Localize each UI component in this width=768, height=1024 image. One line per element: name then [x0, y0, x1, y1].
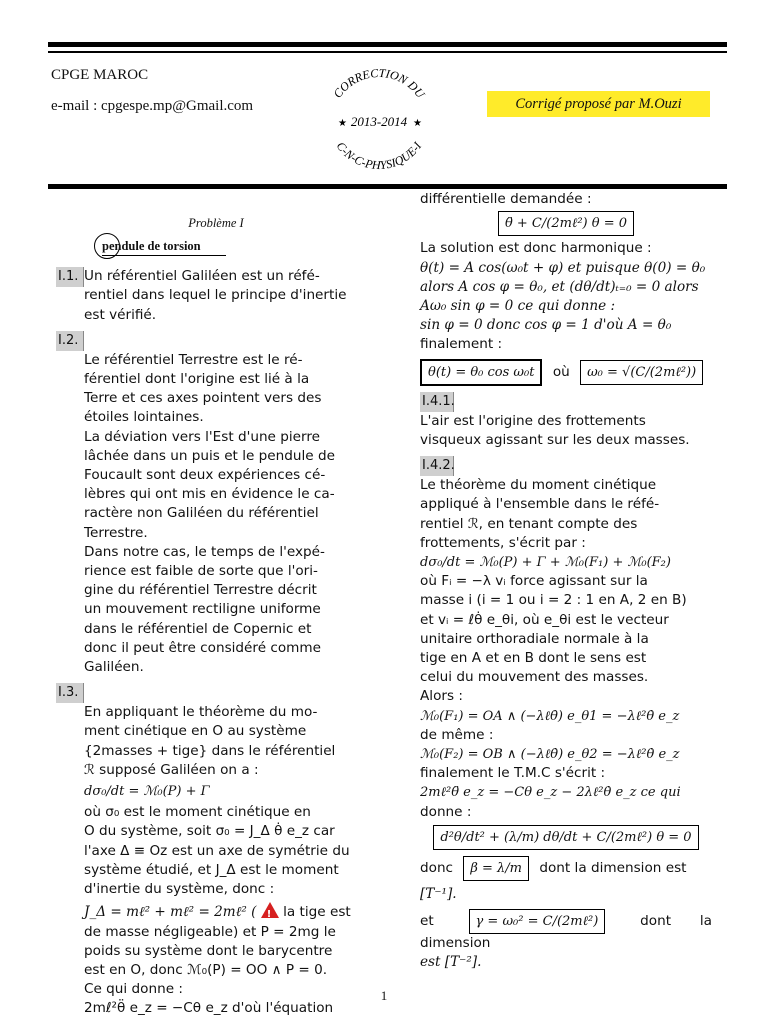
header-rule-top — [48, 42, 727, 47]
text-line: Terrestre. — [84, 524, 148, 541]
text-line: La solution est donc harmonique : — [420, 240, 652, 257]
text-line: Foucault sont deux expériences cé- — [84, 467, 326, 484]
text-where: où — [552, 363, 570, 380]
text-line: Dans notre cas, le temps de l'expé- — [84, 543, 325, 560]
page-number: 1 — [380, 988, 388, 1003]
text-line: dans le référentiel de Copernic et — [84, 620, 312, 637]
section-I-1 — [56, 267, 376, 325]
section-number: I.4.2. — [420, 456, 454, 476]
problem-subtitle — [98, 235, 376, 261]
text-line: système étudié, et J_Δ est le moment — [84, 861, 339, 878]
text-donc: donc — [420, 860, 454, 877]
text-et: et — [420, 912, 434, 929]
section-body — [56, 351, 376, 677]
school-name: CPGE MAROC — [51, 67, 149, 83]
text-line: rentiel dans lequel le principe d'inertie — [84, 287, 347, 304]
seal-bottom-text: C-N-C-PHYSIQUE-I — [333, 139, 425, 173]
inertia-note: la tige est — [283, 904, 351, 921]
inertia-expression: J_Δ = mℓ² + mℓ² = 2mℓ² ( — [84, 904, 257, 921]
section-I-4-2 — [420, 456, 712, 972]
header-rule-thin — [48, 51, 727, 53]
text-line — [420, 856, 712, 881]
text-line: sin φ = 0 donc cos φ = 1 d'où A = θ₀ — [420, 317, 672, 334]
text-line: lâchée dans un puis et le pendule de — [84, 447, 335, 464]
problem-title: Problème I — [188, 216, 244, 230]
text-line: ractère non Galiléen du référentiel — [84, 505, 319, 522]
equation-row — [420, 825, 712, 850]
seal-star-right: ★ — [413, 118, 422, 129]
text-line: La déviation vers l'Est d'une pierre — [84, 428, 321, 445]
text-line: et vᵢ = ℓθ̇ e_θi, où e_θi est le vecteur — [420, 611, 669, 628]
text-line: ℛ supposé Galiléen on a : — [84, 761, 259, 778]
text-line: un mouvement rectiligne uniforme — [84, 601, 321, 618]
text-line: Alors : — [420, 688, 463, 705]
equation-box-diff: θ̈ + C/(2mℓ²) θ = 0 — [498, 211, 634, 236]
text-line: appliqué à l'ensemble dans le réfé- — [420, 496, 660, 513]
text-line: donne : — [420, 803, 472, 820]
text-line: gine du référentiel Terrestre décrit — [84, 582, 317, 599]
equation-box-damped: d²θ/dt² + (λ/m) dθ/dt + C/(2mℓ²) θ = 0 — [433, 825, 698, 850]
seal-top-text: CORRECTION DU — [330, 65, 428, 101]
section-number: I.3. — [56, 683, 84, 703]
text-line: est en O, donc ℳ₀(P) = OO ∧ P = 0. — [84, 961, 328, 978]
header-rule-bottom — [48, 184, 727, 189]
section-body — [56, 267, 376, 325]
equation-box-gamma: γ = ω₀² = C/(2mℓ²) — [469, 909, 606, 934]
text-line: Un référentiel Galiléen est un réfé- — [84, 268, 320, 285]
equation-box-solution: θ(t) = θ₀ cos ω₀t — [420, 359, 542, 386]
equation-moment: dσ₀/dt = ℳ₀(P) + Γ — [84, 784, 210, 800]
text-line: l'axe Δ ≡ Oz est un axe de symétrie du — [84, 842, 350, 859]
seal-year: 2013-2014 — [350, 114, 408, 129]
text-line: férentiel dont l'origine est lié à la — [84, 371, 310, 388]
left-column — [56, 214, 376, 1019]
text-line: finalement le T.M.C s'écrit : — [420, 765, 606, 782]
section-I-3 — [56, 683, 376, 1018]
text-line: θ(t) = A cos(ω₀t + φ) et puisque θ(0) = θ₀ — [420, 259, 706, 276]
correction-seal — [318, 62, 440, 182]
text-line: lèbres qui ont mis en évidence le ca- — [84, 486, 335, 503]
text-line: visqueux agissant sur les deux masses. — [420, 432, 690, 449]
problem-subtitle-text: pendule de torsion — [102, 239, 201, 254]
text-line: {2masses + tige} dans le référentiel — [84, 742, 336, 759]
text-line — [420, 909, 712, 953]
equation-moment-f2: ℳ₀(F₂) = OB ∧ (−λℓθ̇) e_θ2 = −λℓ²θ̇ e_z — [420, 747, 680, 763]
text-line: ment cinétique en O au système — [84, 723, 307, 740]
text-line: En appliquant le théorème du mo- — [84, 704, 318, 721]
text-line — [84, 902, 376, 922]
text-line: O du système, soit σ₀ = J_Δ θ̇ e_z car — [84, 823, 335, 840]
right-column — [420, 190, 712, 972]
text-line: Terre et ces axes pointent vers des — [84, 390, 322, 407]
text-line: frottements, s'écrit par : — [420, 534, 586, 551]
section-body — [420, 476, 712, 972]
text-line: de même : — [420, 726, 494, 743]
text-line: Aω₀ sin φ = 0 ce qui donne : — [420, 298, 616, 315]
text-line: de masse négligeable) et P = 2mg le — [84, 923, 336, 940]
text-line: est vérifié. — [84, 306, 157, 323]
text-line: rentiel ℛ, en tenant compte des — [420, 515, 638, 532]
text-line: L'air est l'origine des frottements — [420, 412, 646, 429]
text-line: Le référentiel Terrestre est le ré- — [84, 351, 303, 368]
text-line: étoiles lointaines. — [84, 409, 204, 426]
text-line: donc il peut être considéré comme — [84, 639, 322, 656]
section-body — [56, 803, 376, 1018]
section-I-2 — [56, 331, 376, 677]
text-line: poids su système dont le barycentre — [84, 942, 333, 959]
text-line: rience est faible de sorte que l'ori- — [84, 563, 318, 580]
text-line: Ce qui donne : — [84, 981, 183, 998]
text-line: 2mℓ²θ̈ e_z = −Cθ e_z d'où l'équation — [84, 1000, 334, 1017]
text-line: tige en A et en B dont le sens est — [420, 650, 647, 667]
text-dimension: dont la dimension est — [539, 860, 687, 877]
section-I-4-1 — [420, 392, 712, 450]
equation-box-beta: β = λ/m — [463, 856, 529, 881]
section-number: I.4.1. — [420, 392, 454, 412]
section-number: I.1. — [56, 267, 84, 287]
text-line: Galiléen. — [84, 659, 144, 676]
subtitle-underline — [102, 255, 226, 256]
text-line: unitaire orthoradiale normale à la — [420, 630, 649, 647]
text-line: masse i (i = 1 ou i = 2 : 1 en A, 2 en B) — [420, 592, 687, 609]
equation-row — [420, 359, 712, 386]
warning-icon: ! — [261, 902, 279, 918]
text-line: alors A cos φ = θ₀, et (dθ/dt)ₜ₌₀ = 0 alors — [420, 278, 699, 295]
author-banner: Corrigé proposé par M.Ouzi — [487, 91, 710, 117]
equation-tmc-final: 2mℓ²θ̈ e_z = −Cθ e_z − 2λℓ²θ̇ e_z ce qui — [420, 785, 681, 801]
text-line: où σ₀ est le moment cinétique en — [84, 804, 311, 821]
equation-row — [420, 211, 712, 236]
equation-moment-f1: ℳ₀(F₁) = OA ∧ (−λℓθ̇) e_θ1 = −λℓ²θ̇ e_z — [420, 708, 680, 724]
text-line: celui du mouvement des masses. — [420, 669, 649, 686]
text-line: Le théorème du moment cinétique — [420, 477, 657, 494]
text-line: où Fᵢ = −λ vᵢ force agissant sur la — [420, 573, 648, 590]
text-line: différentielle demandée : — [420, 191, 592, 207]
text-dimension: dont la dimension — [420, 912, 712, 951]
dimension-gamma: est [T⁻²]. — [420, 953, 482, 970]
section-body — [56, 703, 376, 780]
dimension-beta: [T⁻¹]. — [420, 886, 457, 903]
section-body — [420, 412, 712, 450]
section-number: I.2. — [56, 331, 84, 351]
text-line: finalement : — [420, 336, 503, 353]
seal-star-left: ★ — [338, 118, 347, 129]
text-line: d'inertie du système, donc : — [84, 881, 275, 898]
equation-box-omega: ω₀ = √(C/(2mℓ²)) — [580, 360, 703, 385]
contact-email: e-mail : cpgespe.mp@Gmail.com — [51, 98, 254, 114]
equation-tmc: dσ₀/dt = ℳ₀(P) + Γ + ℳ₀(F₁) + ℳ₀(F₂) — [420, 555, 671, 571]
